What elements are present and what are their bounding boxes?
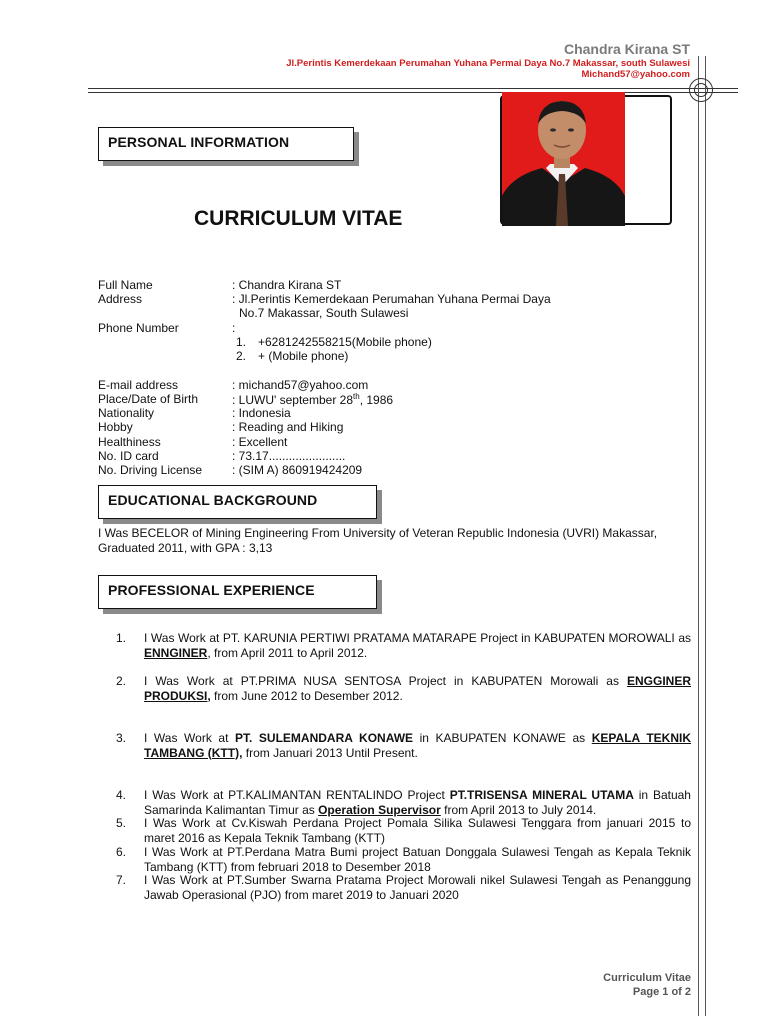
section-title: PROFESSIONAL EXPERIENCE: [108, 582, 315, 598]
value-phone-2: + (Mobile phone): [258, 349, 349, 363]
header-email: Michand57@yahoo.com: [581, 69, 690, 80]
section-title: EDUCATIONAL BACKGROUND: [108, 492, 318, 508]
section-title: PERSONAL INFORMATION: [108, 134, 290, 150]
value-address-line1: : Jl.Perintis Kemerdekaan Perumahan Yuhana Permai Daya: [232, 292, 551, 306]
person-silhouette: [502, 92, 625, 226]
label-nationality: Nationality: [98, 406, 155, 420]
header-rule: [88, 92, 738, 93]
label-birth: Place/Date of Birth: [98, 392, 199, 406]
page-border-line: [705, 56, 706, 1016]
experience-text-part: , from April 2011 to April 2012.: [207, 645, 368, 660]
experience-text-part: I Was Work at PT. KARUNIA PERTIWI PRATAMA MATARAPE Project in KABUPATEN MOROWALI as: [144, 631, 691, 645]
experience-number: 4.: [116, 788, 127, 802]
experience-text-part: I Was Work at PT.PRIMA NUSA SENTOSA Project in KABUPATEN Morowali as: [144, 674, 627, 688]
experience-number: 5.: [116, 816, 127, 830]
label-phone: Phone Number: [98, 321, 179, 335]
header-address: Jl.Perintis Kemerdekaan Perumahan Yuhana Permai Daya No.7 Makassar, south Sulawesi: [286, 58, 690, 69]
document-title: CURRICULUM VITAE: [194, 207, 403, 230]
header-rule: [88, 88, 738, 89]
label-hobby: Hobby: [98, 420, 133, 434]
experience-text: [144, 873, 691, 902]
experience-text: [144, 674, 691, 703]
page-border-line: [698, 56, 699, 1016]
birth-year: , 1986: [359, 393, 394, 407]
experience-item: [116, 816, 691, 845]
experience-text-part: I Was Work at Cv.Kiswah Perdana Project Pomala Silika Sulawesi Tenggara from januari 2015 to maret 2016 as Kepala Teknik Tambang (KTT): [144, 816, 691, 845]
experience-text-part: from April 2013 to July 2014.: [440, 802, 597, 817]
experience-item: [116, 845, 691, 874]
value-hobby: : Reading and Hiking: [232, 420, 344, 434]
value-healthiness: : Excellent: [232, 435, 288, 449]
education-line: I Was BECELOR of Mining Engineering From University of Veteran Republic Indonesia (UVRI) Makassar,: [98, 526, 658, 540]
section-educational-background: [98, 485, 377, 519]
experience-number: 2.: [116, 674, 127, 688]
phone-item-number: 1.: [236, 335, 247, 349]
experience-item: [116, 788, 691, 817]
experience-text-part: from June 2012 to Desember 2012.: [210, 688, 403, 703]
experience-text-part: from Januari 2013 Until Present.: [242, 745, 418, 760]
label-email: E-mail address: [98, 378, 179, 392]
birth-text: : LUWU' september 28: [232, 393, 354, 407]
experience-text: [144, 631, 691, 660]
experience-position: ENNGINER: [144, 645, 208, 660]
experience-number: 6.: [116, 845, 127, 859]
label-address: Address: [98, 292, 143, 306]
ornament-circle: [689, 78, 713, 102]
profile-photo: [502, 92, 625, 226]
experience-item: [116, 674, 691, 703]
experience-item: [116, 631, 691, 660]
experience-text: [144, 816, 691, 845]
experience-number: 1.: [116, 631, 127, 645]
experience-company: PT.TRISENSA MINERAL UTAMA: [449, 788, 634, 802]
experience-text-part: in Batuah Samarinda Kalimantan Timur as: [144, 788, 691, 817]
experience-text-part: I Was Work at PT.Perdana Matra Bumi project Batuan Donggala Sulawesi Tengah as Kepala Teknik Tambang (KTT) from februari 2018 to Desember 2018: [144, 845, 691, 874]
value-full-name: : Chandra Kirana ST: [232, 278, 342, 292]
experience-item: [116, 731, 691, 760]
footer-page-number: Page 1 of 2: [632, 986, 691, 998]
phone-item-number: 2.: [236, 349, 247, 363]
value-birth: [232, 392, 393, 407]
experience-number: 7.: [116, 873, 127, 887]
label-driving-license: No. Driving License: [98, 463, 203, 477]
experience-text: [144, 788, 691, 817]
experience-company: PT. SULEMANDARA KONAWE: [235, 731, 414, 745]
value-address-line2: No.7 Makassar, South Sulawesi: [239, 306, 409, 320]
value-phone-colon: :: [232, 321, 236, 335]
experience-position: ENGGINER PRODUKSI,: [144, 674, 691, 703]
birth-ordinal: th: [353, 392, 360, 401]
value-driving-license: : (SIM A) 860919424209: [232, 463, 363, 477]
label-full-name: Full Name: [98, 278, 153, 292]
experience-position: KEPALA TEKNIK TAMBANG (KTT),: [144, 731, 692, 760]
value-phone-1: +6281242558215(Mobile phone): [258, 335, 432, 349]
education-text: [98, 526, 657, 556]
value-id-card: : 73.17.......................: [232, 449, 346, 463]
experience-number: 3.: [116, 731, 127, 745]
header-name: Chandra Kirana ST: [563, 41, 690, 57]
section-personal-information: [98, 127, 354, 161]
section-professional-experience: [98, 575, 377, 609]
label-id-card: No. ID card: [98, 449, 159, 463]
experience-text: [144, 731, 691, 760]
education-line: Graduated 2011, with GPA : 3,13: [98, 541, 273, 555]
experience-text-part: in KABUPATEN KONAWE as: [413, 731, 592, 745]
value-nationality: : Indonesia: [232, 406, 291, 420]
experience-text-part: I Was Work at PT.KALIMANTAN RENTALINDO Project: [144, 788, 450, 802]
label-healthiness: Healthiness: [98, 435, 161, 449]
experience-text-part: I Was Work at PT.Sumber Swarna Pratama Project Morowali nikel Sulawesi Tengah as Penanggung Jawab Operasional (PJO) from maret 2019 to Januari 2020: [144, 873, 691, 902]
footer-doc-title: Curriculum Vitae: [603, 972, 691, 984]
experience-position: Operation Supervisor: [318, 802, 441, 817]
value-email: : michand57@yahoo.com: [232, 378, 369, 392]
experience-text: [144, 845, 691, 874]
experience-text-part: I Was Work at: [144, 731, 235, 745]
experience-item: [116, 873, 691, 902]
